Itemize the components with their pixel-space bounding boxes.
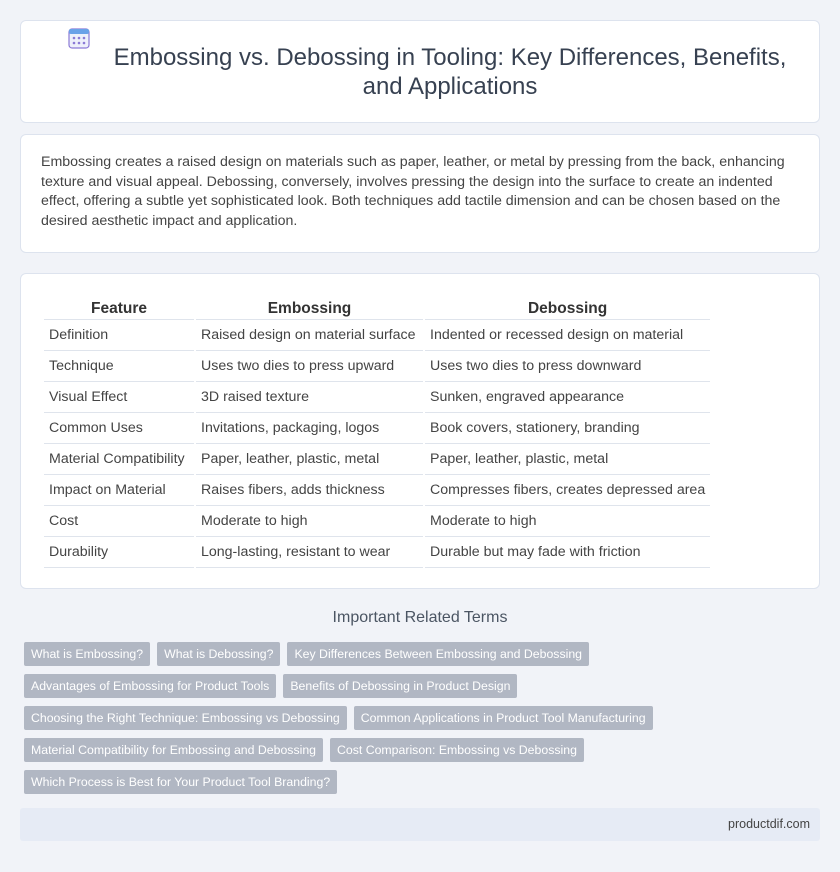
table-cell: Definition xyxy=(44,320,194,351)
table-cell: Impact on Material xyxy=(44,475,194,506)
comparison-card xyxy=(20,273,820,589)
related-term-link[interactable]: Key Differences Between Embossing and Debossing xyxy=(287,642,589,666)
table-cell: Paper, leather, plastic, metal xyxy=(196,444,423,475)
table-cell: Paper, leather, plastic, metal xyxy=(425,444,710,475)
table-cell: Technique xyxy=(44,351,194,382)
table-cell: Cost xyxy=(44,506,194,537)
table-cell: Material Compatibility xyxy=(44,444,194,475)
related-term-link[interactable]: Advantages of Embossing for Product Tools xyxy=(24,674,276,698)
table-cell: 3D raised texture xyxy=(196,382,423,413)
page-title: Embossing vs. Debossing in Tooling: Key Differences, Benefits, and Applications xyxy=(113,44,787,100)
footer-site-link[interactable]: productdif.com xyxy=(728,817,810,831)
table-cell: Moderate to high xyxy=(196,506,423,537)
footer xyxy=(20,808,820,841)
table-row xyxy=(44,537,710,568)
table-row xyxy=(44,320,710,351)
related-terms-list xyxy=(24,642,824,802)
table-cell: Common Uses xyxy=(44,413,194,444)
table-row xyxy=(44,413,710,444)
table-cell: Moderate to high xyxy=(425,506,710,537)
table-row xyxy=(44,506,710,537)
table-cell: Raises fibers, adds thickness xyxy=(196,475,423,506)
table-cell: Sunken, engraved appearance xyxy=(425,382,710,413)
table-row xyxy=(44,475,710,506)
table-cell: Uses two dies to press downward xyxy=(425,351,710,382)
table-cell: Durability xyxy=(44,537,194,568)
table-cell: Invitations, packaging, logos xyxy=(196,413,423,444)
related-term-link[interactable]: Benefits of Debossing in Product Design xyxy=(283,674,517,698)
table-cell: Indented or recessed design on material xyxy=(425,320,710,351)
table-row xyxy=(44,351,710,382)
table-cell: Long-lasting, resistant to wear xyxy=(196,537,423,568)
related-term-link[interactable]: Which Process is Best for Your Product Tool Branding? xyxy=(24,770,337,794)
related-term-link[interactable]: What is Debossing? xyxy=(157,642,280,666)
intro-card xyxy=(20,134,820,253)
column-header-embossing: Embossing xyxy=(196,294,423,320)
comparison-table xyxy=(42,294,712,568)
related-term-link[interactable]: Choosing the Right Technique: Embossing vs Debossing xyxy=(24,706,347,730)
related-term-link[interactable]: Material Compatibility for Embossing and Debossing xyxy=(24,738,323,762)
table-header-row xyxy=(44,294,710,320)
table-row xyxy=(44,444,710,475)
related-term-link[interactable]: Common Applications in Product Tool Manufacturing xyxy=(354,706,653,730)
column-header-feature: Feature xyxy=(44,294,194,320)
table-cell: Compresses fibers, creates depressed area xyxy=(425,475,710,506)
table-row xyxy=(44,382,710,413)
table-cell: Uses two dies to press upward xyxy=(196,351,423,382)
header-card xyxy=(20,20,820,123)
table-cell: Raised design on material surface xyxy=(196,320,423,351)
table-cell: Book covers, stationery, branding xyxy=(425,413,710,444)
table-cell: Visual Effect xyxy=(44,382,194,413)
related-terms-heading: Important Related Terms xyxy=(332,609,508,626)
intro-paragraph: Embossing creates a raised design on materials such as paper, leather, or metal by pressing from the back, enhancing texture and visual appeal. Debossing, conversely, involves pressing the design into the surface to create an indented effect, offering a subtle yet sophisticated look. Both techniques add tactile dimension and can be chosen based on the desired aesthetic impact and application. xyxy=(41,154,785,229)
related-term-link[interactable]: What is Embossing? xyxy=(24,642,150,666)
column-header-debossing: Debossing xyxy=(425,294,710,320)
related-term-link[interactable]: Cost Comparison: Embossing vs Debossing xyxy=(330,738,584,762)
table-cell: Durable but may fade with friction xyxy=(425,537,710,568)
